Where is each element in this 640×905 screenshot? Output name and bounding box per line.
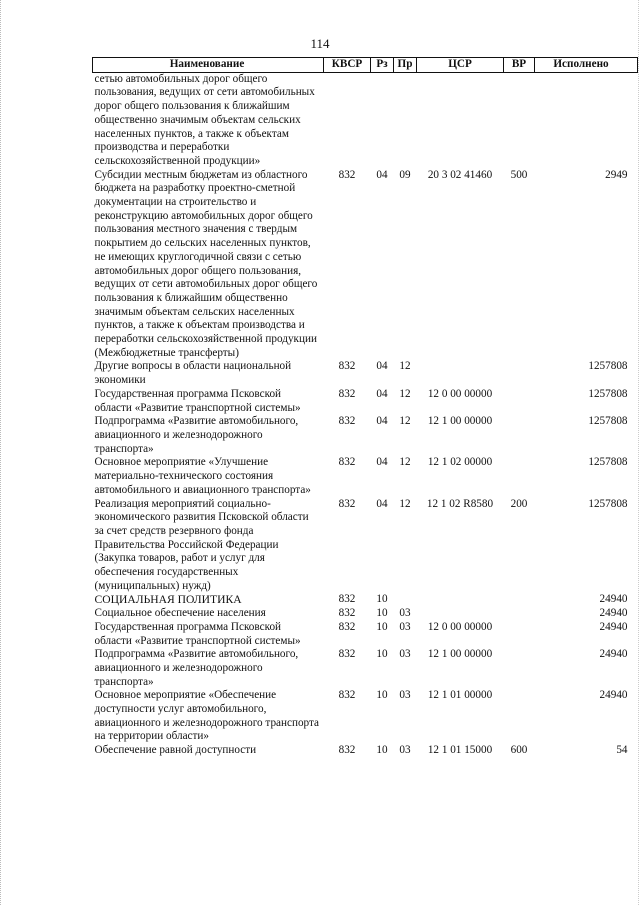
header-kvsr: КВСР (324, 58, 371, 73)
budget-execution-table (92, 57, 638, 758)
cell-name: сетью автомобильных дорог общего пользования, ведущих от сети автомобильных дорог общего пользования к ближайшим общественно значимым объектам сельских населенных пунктов, а также к объектам производства и переработки сельскохозяйственной продукции» (94, 72, 315, 167)
cell-csr: 12 1 00 00000 (427, 415, 493, 428)
cell-csr: 12 1 00 00000 (427, 648, 493, 661)
table-row (93, 169, 638, 361)
cell-csr: 20 3 02 41460 (427, 168, 493, 181)
cell-kvsr: 832 (338, 415, 356, 428)
cell-rz: 04 (376, 360, 388, 373)
table-row (93, 621, 638, 648)
cell-pr: 03 (399, 648, 411, 661)
cell-executed: 24940 (599, 648, 628, 661)
cell-vr (504, 607, 535, 621)
cell-rz: 10 (376, 620, 388, 633)
table-row (93, 360, 638, 387)
cell-pr: 03 (399, 620, 411, 633)
cell-csr: 12 1 01 00000 (427, 689, 493, 702)
cell-executed: 54 (616, 744, 628, 757)
cell-name: Государственная программа Псковской области «Развитие транспортной системы» (94, 620, 301, 647)
cell-executed: 1257808 (588, 497, 628, 510)
cell-csr: 12 0 00 00000 (427, 620, 493, 633)
cell-executed: 24940 (599, 689, 628, 702)
cell-csr: 12 1 02 R8580 (426, 497, 494, 510)
cell-rz: 04 (376, 387, 388, 400)
cell-executed (535, 72, 638, 168)
cell-kvsr: 832 (338, 387, 356, 400)
cell-vr (504, 388, 535, 415)
table-row (93, 388, 638, 415)
cell-rz: 10 (376, 607, 388, 620)
cell-name: Подпрограмма «Развитие автомобильного, авиационного и железнодорожного транспорта» (94, 415, 299, 455)
cell-rz: 10 (376, 648, 388, 661)
header-executed: Исполнено (535, 58, 638, 73)
cell-rz (371, 72, 394, 168)
table-row (93, 689, 638, 744)
cell-kvsr: 832 (338, 607, 356, 620)
page-left-edge (0, 0, 3, 905)
cell-pr: 12 (399, 415, 411, 428)
table-row (93, 72, 638, 168)
cell-vr (504, 689, 535, 744)
cell-executed: 24940 (599, 593, 628, 606)
cell-vr (504, 593, 535, 607)
cell-executed: 2949 (605, 168, 628, 181)
cell-kvsr: 832 (338, 456, 356, 469)
cell-rz: 04 (376, 497, 388, 510)
cell-pr: 03 (399, 607, 411, 620)
cell-vr: 500 (510, 168, 528, 181)
table-header-row (93, 58, 638, 73)
cell-vr (504, 621, 535, 648)
cell-rz: 04 (376, 456, 388, 469)
cell-pr (394, 593, 417, 607)
cell-name: Субсидии местным бюджетам из областного бюджета на разработку проектно-сметной документации на строительство и реконструкцию автомобильных дорог общего пользования местного значения с твердым покрытием до сельских населенных пунктов, не имеющих круглогодичной связи с сетью автомобильных дорог общего пользования, ведущих от сети автомобильных дорог общего пользования к ближайшим общественно значимым объектам сельских населенных пунктов, а также к объектам производства и переработки сельскохозяйственной продукции (Межбюджетные трансферты) (94, 168, 318, 359)
cell-kvsr: 832 (338, 744, 356, 757)
cell-vr (504, 415, 535, 456)
cell-pr: 09 (399, 168, 411, 181)
header-name: Наименование (93, 58, 324, 73)
cell-executed: 1257808 (588, 387, 628, 400)
cell-csr (417, 72, 504, 168)
cell-csr: 12 1 02 00000 (427, 456, 493, 469)
table-row (93, 456, 638, 497)
cell-name: Обеспечение равной доступности (94, 744, 257, 757)
cell-name: Подпрограмма «Развитие автомобильного, авиационного и железнодорожного транспорта» (94, 648, 299, 688)
cell-pr: 12 (399, 360, 411, 373)
cell-rz: 10 (376, 744, 388, 757)
cell-kvsr: 832 (338, 593, 356, 606)
cell-kvsr: 832 (338, 689, 356, 702)
cell-rz: 10 (376, 593, 388, 606)
cell-executed: 24940 (599, 620, 628, 633)
cell-vr (504, 648, 535, 689)
cell-kvsr: 832 (338, 497, 356, 510)
cell-name: Основное мероприятие «Улучшение материально-технического состояния автомобильного и авиационного транспорта» (94, 456, 311, 496)
table-row (93, 648, 638, 689)
cell-csr (417, 360, 504, 387)
table-row (93, 744, 638, 758)
cell-vr: 600 (510, 744, 528, 757)
cell-vr (504, 360, 535, 387)
header-rz: Рз (371, 58, 394, 73)
cell-csr: 12 1 01 15000 (427, 744, 493, 757)
cell-executed: 24940 (599, 607, 628, 620)
cell-name: Социальное обеспечение населения (94, 607, 266, 620)
header-pr: Пр (394, 58, 417, 73)
table-row (93, 498, 638, 594)
cell-csr: 12 0 00 00000 (427, 387, 493, 400)
cell-csr (417, 593, 504, 607)
cell-executed: 1257808 (588, 360, 628, 373)
table-row (93, 415, 638, 456)
cell-name: СОЦИАЛЬНАЯ ПОЛИТИКА (94, 593, 242, 607)
cell-kvsr: 832 (338, 168, 356, 181)
table-row (93, 593, 638, 607)
cell-kvsr: 832 (338, 360, 356, 373)
cell-name: Реализация мероприятий социально-экономического развития Псковской области за счет средств резервного фонда Правительства Российской Федерации (Закупка товаров, работ и услуг для обеспечения государственных (муниципальных) нужд) (94, 497, 309, 592)
table-row (93, 607, 638, 621)
cell-kvsr: 832 (338, 620, 356, 633)
page-number: 114 (310, 36, 330, 51)
cell-rz: 04 (376, 415, 388, 428)
cell-kvsr (324, 72, 371, 168)
cell-pr: 03 (399, 744, 411, 757)
cell-pr: 03 (399, 689, 411, 702)
cell-vr: 200 (510, 497, 528, 510)
cell-vr (504, 456, 535, 497)
cell-name: Основное мероприятие «Обеспечение доступности услуг автомобильного, авиационного и железнодорожного транспорта на территории области» (94, 689, 319, 743)
header-csr: ЦСР (417, 58, 504, 73)
header-vr: ВР (504, 58, 535, 73)
cell-pr: 12 (399, 456, 411, 469)
cell-name: Государственная программа Псковской области «Развитие транспортной системы» (94, 387, 301, 414)
cell-csr (417, 607, 504, 621)
cell-pr: 12 (399, 497, 411, 510)
cell-kvsr: 832 (338, 648, 356, 661)
cell-rz: 10 (376, 689, 388, 702)
cell-vr (504, 72, 535, 168)
cell-rz: 04 (376, 168, 388, 181)
table-body (93, 72, 638, 758)
cell-pr (394, 72, 417, 168)
cell-name: Другие вопросы в области национальной экономики (94, 360, 292, 387)
cell-executed: 1257808 (588, 415, 628, 428)
table-header (93, 58, 638, 73)
cell-executed: 1257808 (588, 456, 628, 469)
cell-pr: 12 (399, 387, 411, 400)
